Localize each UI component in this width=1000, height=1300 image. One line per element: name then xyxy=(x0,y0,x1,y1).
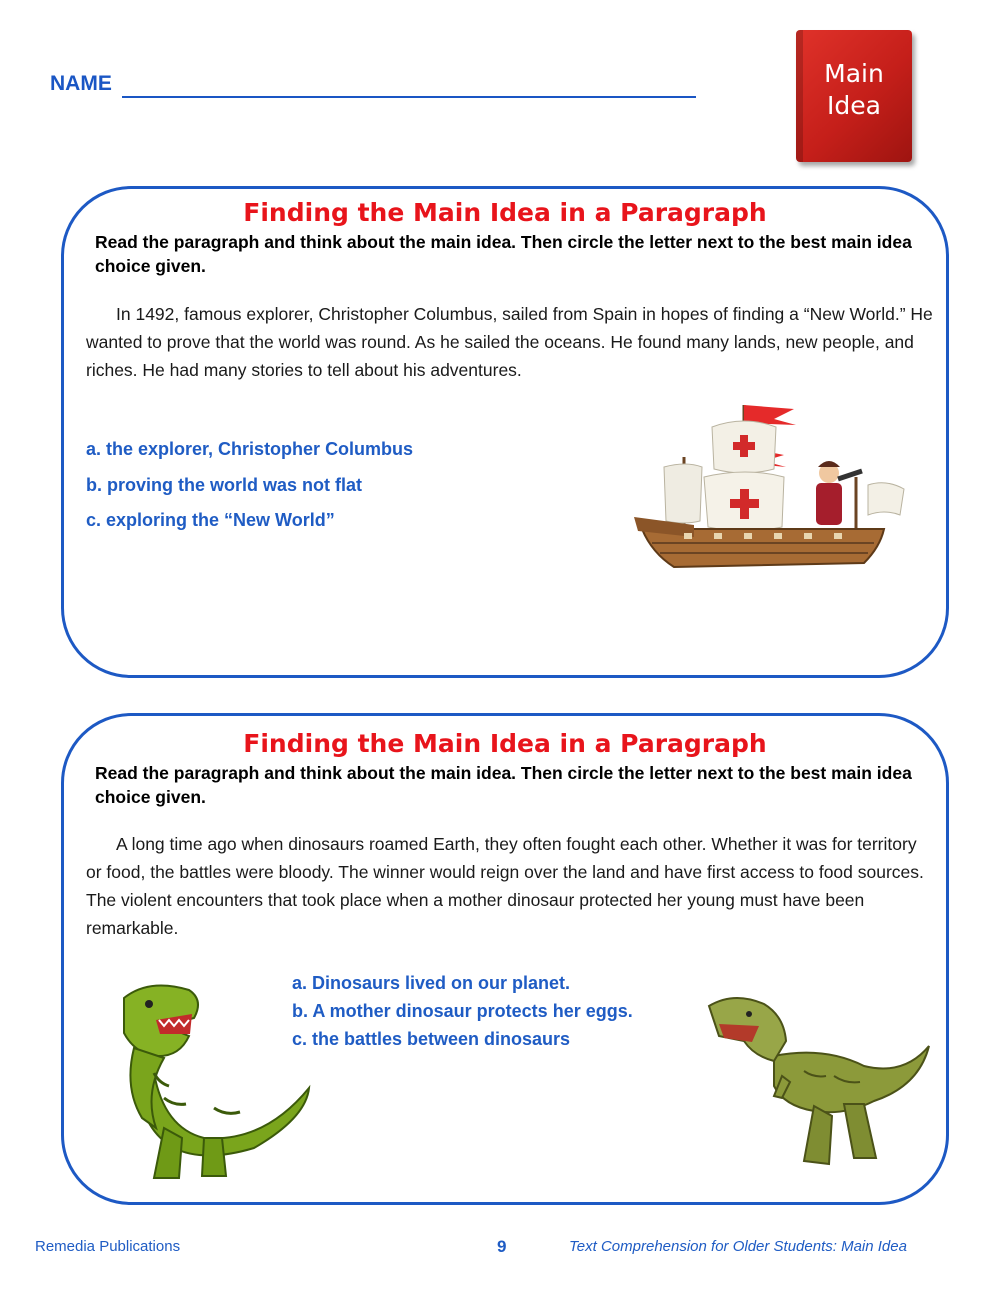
choice-c[interactable]: c. the battles between dinosaurs xyxy=(292,1029,571,1049)
exercise-card-2 xyxy=(61,713,949,1205)
card-instruction: Read the paragraph and think about the main idea. Then circle the letter next to the best main idea choice given. xyxy=(95,763,912,807)
choice-a[interactable]: a. the explorer, Christopher Columbus xyxy=(86,439,414,459)
name-line[interactable] xyxy=(122,96,696,98)
choice-a[interactable]: a. Dinosaurs lived on our planet. xyxy=(292,973,571,993)
badge-line-2: Idea xyxy=(827,91,881,120)
choice-b[interactable]: b. proving the world was not flat xyxy=(86,475,363,495)
card-title: Finding the Main Idea in a Paragraph xyxy=(243,198,767,227)
name-label: NAME xyxy=(50,72,112,95)
choice-c[interactable]: c. exploring the “New World” xyxy=(86,510,335,530)
footer-publisher: Remedia Publications xyxy=(35,1238,181,1255)
t-rex-realistic-icon xyxy=(704,986,934,1176)
footer-book-title: Text Comprehension for Older Students: Main Idea xyxy=(569,1238,907,1255)
card-paragraph: A long time ago when dinosaurs roamed Earth, they often fought each other. Whether it was for territory or food, the battles were bloody. The winner would reign over the land and have first access to food sources. The violent encounters that took place when a mother dinosaur protected her young must have been remarkable. xyxy=(86,834,924,938)
topic-badge xyxy=(796,30,912,162)
card-instruction: Read the paragraph and think about the main idea. Then circle the letter next to the best main idea choice given. xyxy=(95,232,912,276)
choice-b[interactable]: b. A mother dinosaur protects her eggs. xyxy=(292,1001,633,1021)
ship-with-explorer-icon xyxy=(624,397,909,582)
card-paragraph: In 1492, famous explorer, Christopher Columbus, sailed from Spain in hopes of finding a “New World.” He wanted to prove that the world was round. As he sailed the oceans. He found many lands, new people, and riches. He had many stories to tell about his adventures. xyxy=(86,304,933,380)
badge-line-1: Main xyxy=(824,59,884,88)
footer-page-number: 9 xyxy=(497,1237,507,1256)
t-rex-cartoon-icon xyxy=(94,978,319,1188)
exercise-card-1 xyxy=(61,186,949,678)
card-title: Finding the Main Idea in a Paragraph xyxy=(243,729,767,758)
